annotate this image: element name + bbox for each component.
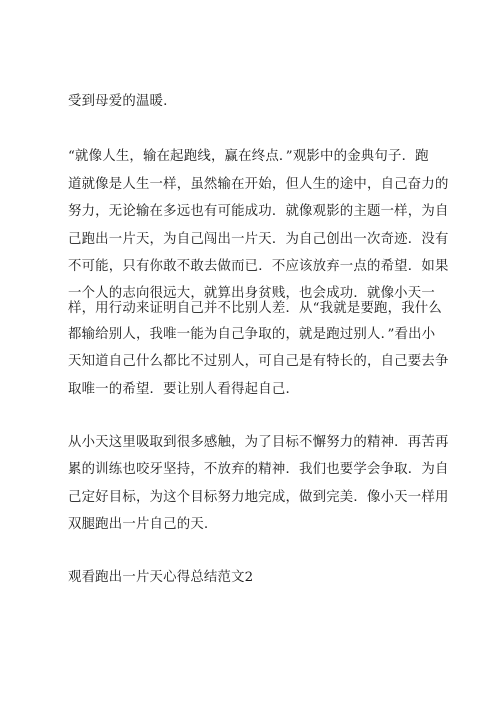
text-line: 己跑出一片天，为自己闯出一片天．为自己创出一次奇迹．没有 <box>68 232 449 247</box>
text-line: 双腿跑出一片自己的天. <box>68 517 209 532</box>
text-line: 不可能，只有你敢不敢去做而已．不应该放弃一点的希望．如果 <box>68 259 449 274</box>
text-line: 累的训练也咬牙坚持，不放弃的精神．我们也要学会争取．为自 <box>68 462 449 477</box>
text-line: 一个人的志向很远大，就算出身贫贱，也会成功．就像小天一 <box>68 286 435 301</box>
text-line: 努力，无论输在多远也有可能成功．就像观影的主题一样，为自 <box>68 204 449 219</box>
text-line: 样，用行动来证明自己并不比别人差．从“我就是要跑，我什么 <box>68 301 442 316</box>
text-line: 都输给别人，我唯一能为自己争取的，就是跑过别人．”看出小 <box>68 327 436 342</box>
text-line: 己定好目标，为这个目标努力地完成，做到完美．像小天一样用 <box>68 490 449 505</box>
text-line: 天知道自己什么都比不过别人，可自己是有特长的，自己要去争 <box>68 354 449 369</box>
text-line: “就像人生，输在起跑线，赢在终点．”观影中的金典句子．跑 <box>68 149 429 164</box>
text-line: 取唯一的希望．要让别人看得起自己. <box>68 382 290 397</box>
text-line: 道就像是人生一样，虽然输在开始，但人生的途中，自己奋力的 <box>68 177 449 192</box>
section-heading: 观看跑出一片天心得总结范文2 <box>68 570 254 585</box>
text-line: 从小天这里吸取到很多感触，为了目标不懈努力的精神．再苦再 <box>68 435 449 450</box>
text-line: 受到母爱的温暖. <box>68 94 168 109</box>
